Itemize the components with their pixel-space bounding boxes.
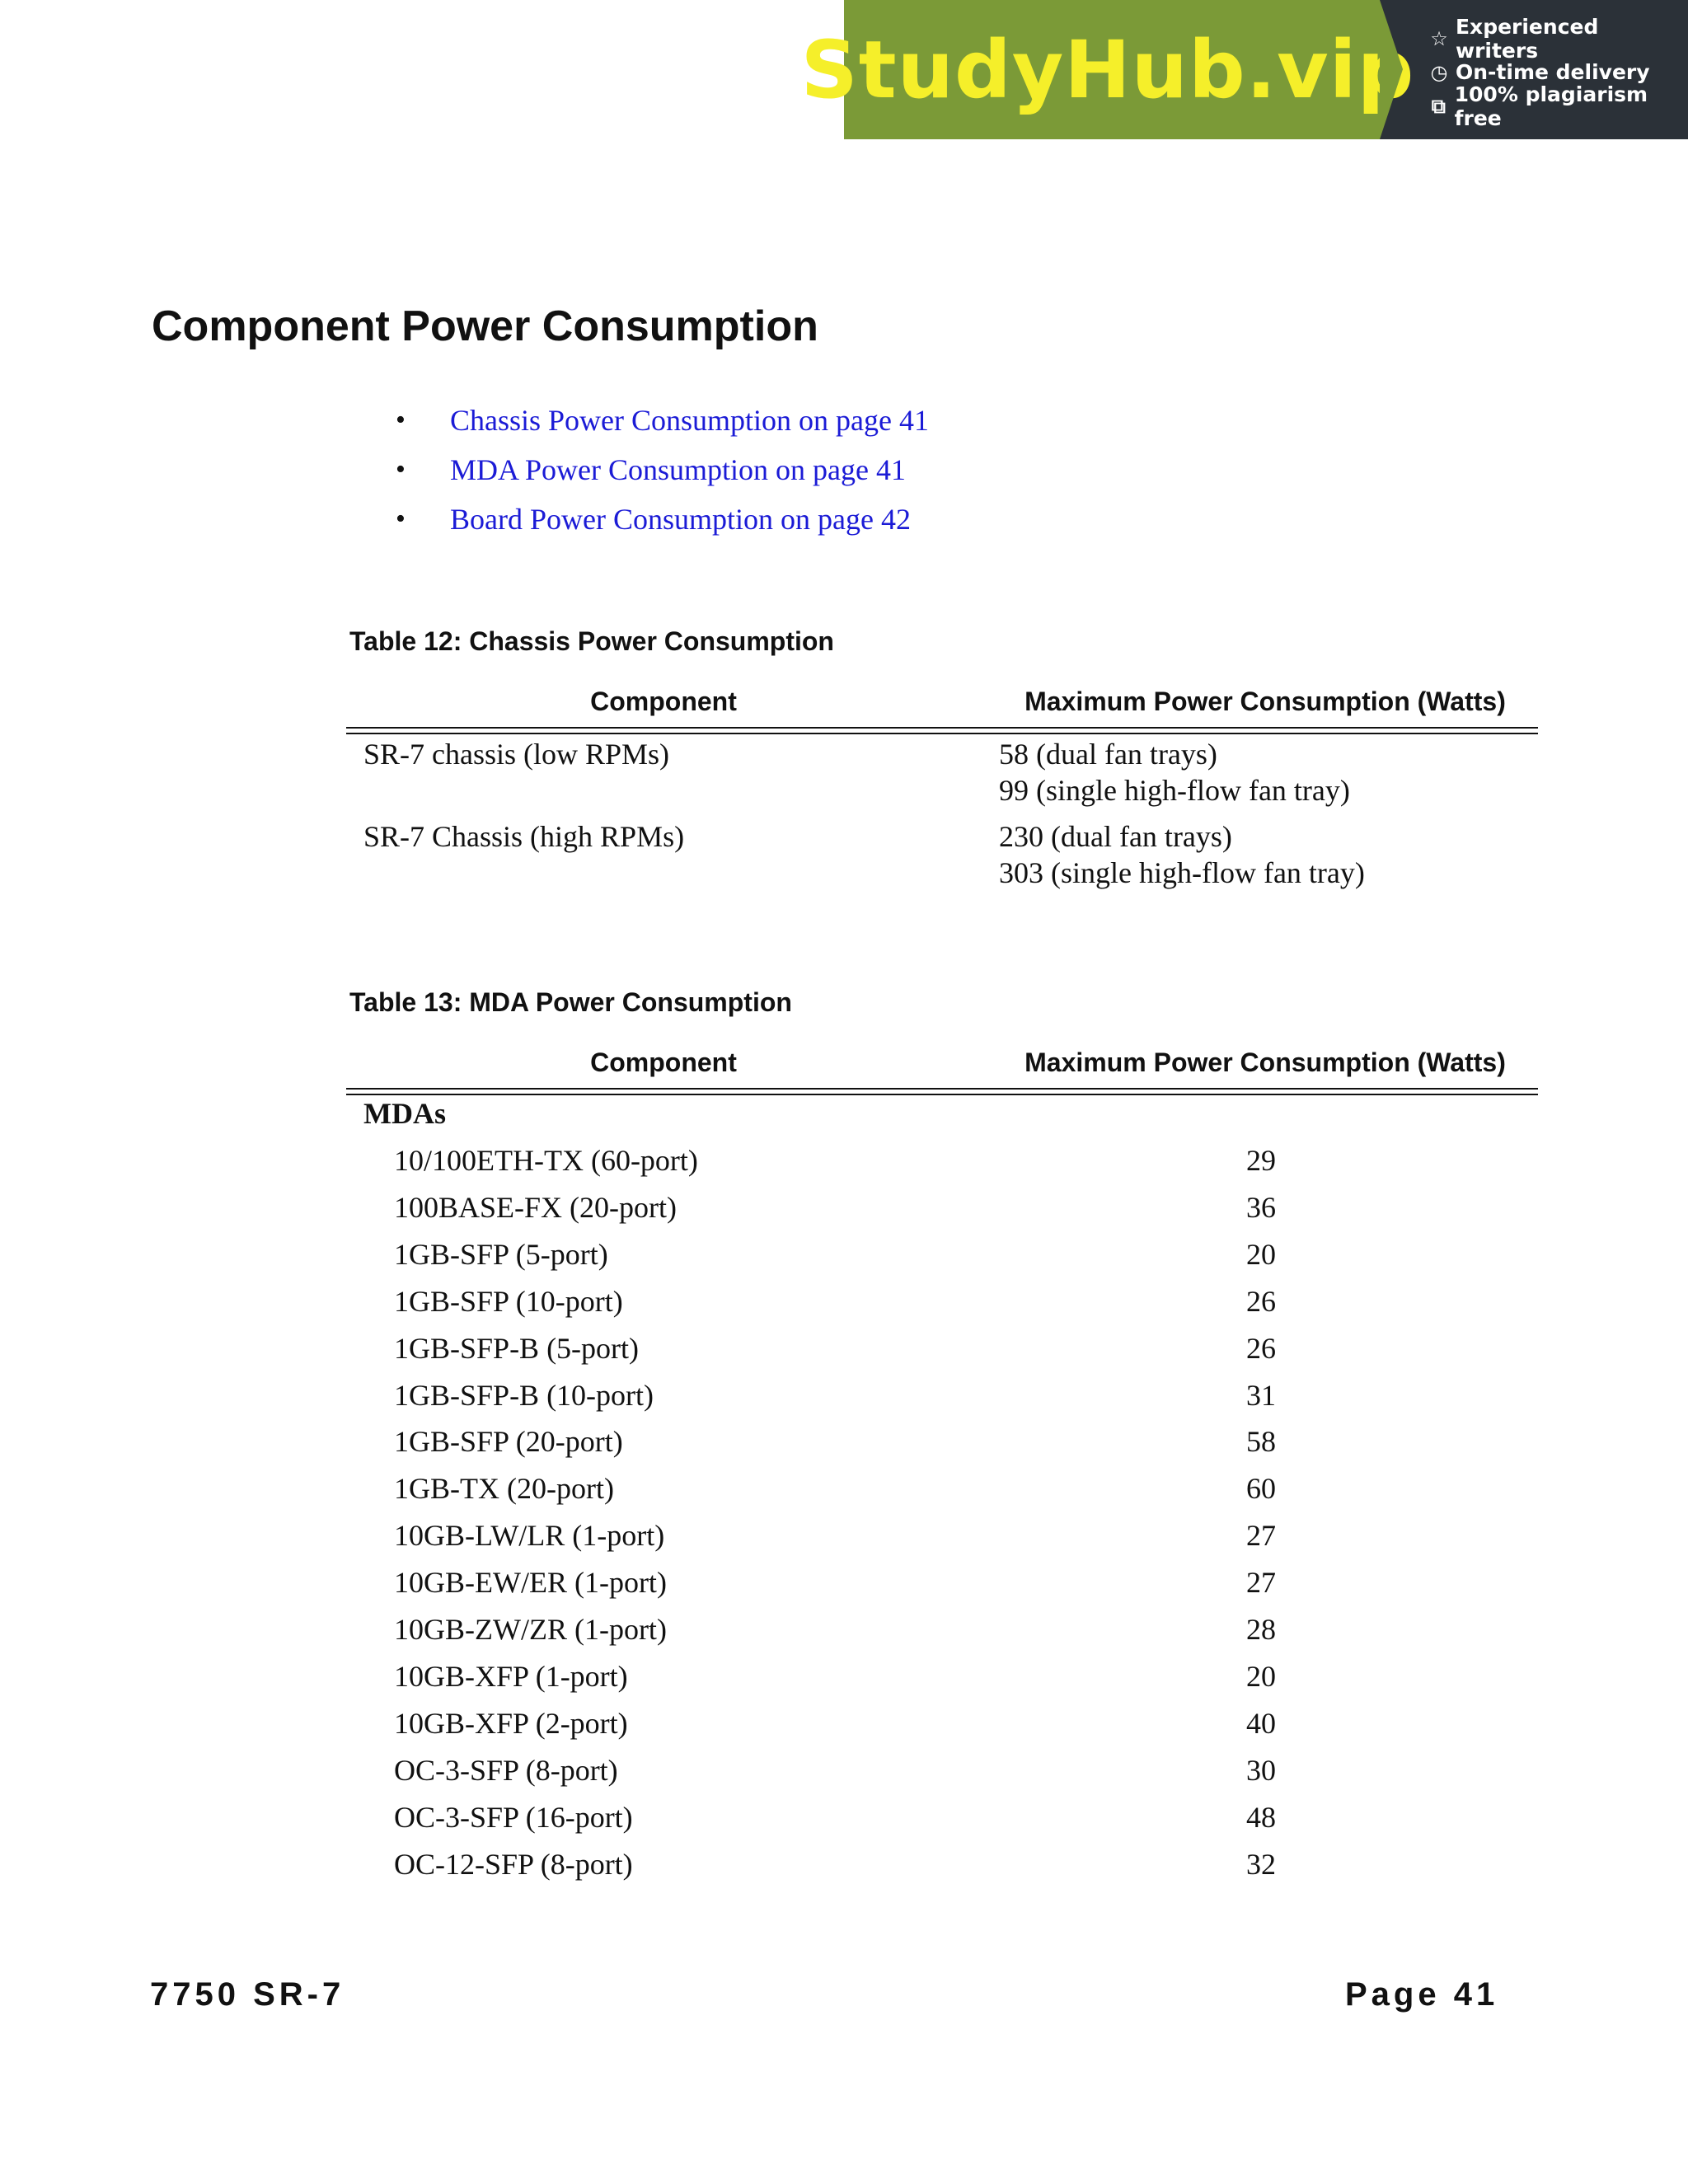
copy-icon: ⧉ (1431, 94, 1446, 118)
column-header-max-power: Maximum Power Consumption (Watts) (1025, 1047, 1506, 1077)
table-row-component: 1GB-SFP (10-port) (394, 1285, 623, 1318)
table-row-watts: 40 (1246, 1707, 1276, 1740)
table-row-watts: 30 (1246, 1754, 1276, 1787)
footer-product: 7750 SR-7 (150, 1976, 345, 2013)
link-chassis-power[interactable]: Chassis Power Consumption on page 41 (450, 404, 929, 437)
link-mda-power[interactable]: MDA Power Consumption on page 41 (450, 453, 906, 486)
table-row-component: 1GB-TX (20-port) (394, 1472, 614, 1505)
table-row-watts: 27 (1246, 1566, 1276, 1599)
table-row-component: OC-12-SFP (8-port) (394, 1848, 633, 1881)
feature-experienced-writers (1429, 14, 1688, 63)
table-13-header (346, 1047, 1538, 1080)
banner-features (1380, 0, 1688, 139)
table-row-watts: 20 (1246, 1238, 1276, 1271)
table-row-component: 10GB-XFP (1-port) (394, 1660, 628, 1693)
feature-label: On-time delivery (1456, 60, 1650, 84)
power-cell-line1: 230 (dual fan trays) (999, 820, 1232, 853)
power-cell-line1: 58 (dual fan trays) (999, 738, 1217, 771)
list-item (396, 445, 929, 494)
list-item (396, 494, 929, 544)
table-row-component: OC-3-SFP (8-port) (394, 1754, 618, 1787)
table-row-component: 10GB-ZW/ZR (1-port) (394, 1613, 667, 1646)
table-13-caption: Table 13: MDA Power Consumption (349, 987, 792, 1017)
banner-logo-area[interactable] (800, 0, 1415, 139)
table-row-component: 100BASE-FX (20-port) (394, 1191, 677, 1224)
table-12-divider (346, 727, 1538, 734)
bullet-icon: • (396, 405, 406, 435)
bullet-icon: • (396, 504, 406, 534)
table-row-watts: 28 (1246, 1613, 1276, 1646)
list-item (396, 396, 929, 445)
table-row-component: 1GB-SFP-B (10-port) (394, 1379, 654, 1412)
table-13-divider (346, 1088, 1538, 1095)
table-row-watts: 27 (1246, 1519, 1276, 1552)
table-row-watts: 20 (1246, 1660, 1276, 1693)
table-row-component: 10/100ETH-TX (60-port) (394, 1144, 698, 1177)
studyhub-logo: StudyHub.vip (800, 23, 1415, 116)
table-row-component: 10GB-EW/ER (1-port) (394, 1566, 667, 1599)
table-row-watts: 60 (1246, 1472, 1276, 1505)
column-header-component: Component (590, 1047, 737, 1077)
link-board-power[interactable]: Board Power Consumption on page 42 (450, 503, 911, 536)
table-row-component: 10GB-LW/LR (1-port) (394, 1519, 665, 1552)
clock-icon: ◷ (1430, 60, 1448, 84)
bullet-icon: • (396, 454, 406, 485)
table-row-watts: 58 (1246, 1425, 1276, 1458)
power-cell-line2: 303 (single high-flow fan tray) (999, 856, 1365, 889)
table-row-component: 1GB-SFP (20-port) (394, 1425, 623, 1458)
feature-label: Experienced writers (1455, 14, 1599, 63)
star-icon: ☆ (1430, 26, 1448, 50)
component-cell: SR-7 Chassis (high RPMs) (363, 820, 685, 853)
page-title: Component Power Consumption (152, 302, 818, 350)
table-row-component: 1GB-SFP-B (5-port) (394, 1332, 640, 1365)
table-row-component: 10GB-XFP (2-port) (394, 1707, 628, 1740)
studyhub-banner[interactable] (800, 0, 1688, 139)
table-row-watts: 48 (1246, 1801, 1276, 1834)
table-row-watts: 32 (1246, 1848, 1276, 1881)
section-heading-mdas: MDAs (363, 1097, 446, 1130)
table-row-watts: 26 (1246, 1332, 1276, 1365)
table-12-header (346, 687, 1538, 719)
table-12-caption: Table 12: Chassis Power Consumption (349, 626, 834, 656)
table-row-watts: 36 (1246, 1191, 1276, 1224)
table-row-watts: 26 (1246, 1285, 1276, 1318)
table-row-watts: 31 (1246, 1379, 1276, 1412)
table-row-component: 1GB-SFP (5-port) (394, 1238, 608, 1271)
footer-page-number: Page 41 (1345, 1976, 1499, 2013)
column-header-max-power: Maximum Power Consumption (Watts) (1025, 687, 1506, 716)
table-row-watts: 29 (1246, 1144, 1276, 1177)
feature-label: 100% plagiarism free (1454, 82, 1648, 130)
component-cell: SR-7 chassis (low RPMs) (363, 738, 670, 771)
power-cell-line2: 99 (single high-flow fan tray) (999, 774, 1350, 807)
feature-plagiarism-free (1429, 82, 1688, 130)
table-row-component: OC-3-SFP (16-port) (394, 1801, 633, 1834)
toc-link-list (396, 396, 929, 544)
column-header-component: Component (590, 687, 737, 716)
